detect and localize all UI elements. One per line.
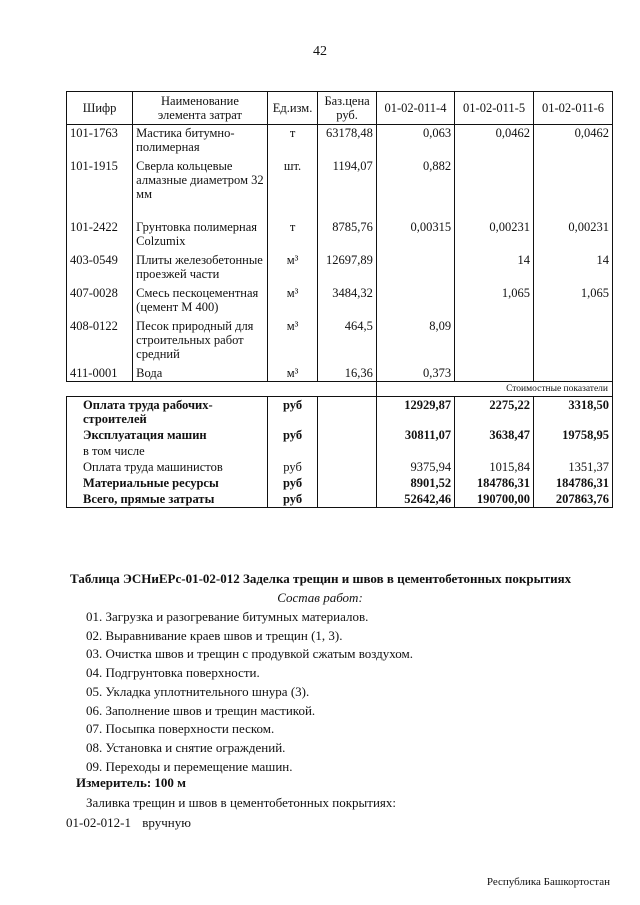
- cell-code: 101-1915: [67, 158, 133, 219]
- cell-value-6: [534, 318, 613, 365]
- cell-value-4: [376, 252, 454, 285]
- summary-value-6: 207863,76: [534, 491, 613, 508]
- cell-value-4: 0,00315: [376, 219, 454, 252]
- summary-name: Материальные ресурсы: [67, 475, 268, 491]
- cell-unit: м³: [267, 252, 318, 285]
- cell-price: 1194,07: [318, 158, 376, 219]
- code-line: [66, 815, 199, 831]
- cell-value-4: 0,373: [376, 365, 454, 382]
- cell-name: Грунтовка полимерная Colzumix: [133, 219, 268, 252]
- cell-name: Мастика битумно-полимерная: [133, 125, 268, 159]
- cell-price: 3484,32: [318, 285, 376, 318]
- summary-unit: руб: [267, 427, 318, 443]
- section-label: Стоимостные показатели: [376, 382, 612, 397]
- table-row: [67, 252, 613, 285]
- list-item: 08. Установка и снятие ограждений.: [86, 739, 286, 755]
- cell-unit: м³: [267, 318, 318, 365]
- cell-value-5: 14: [455, 252, 534, 285]
- summary-unit: руб: [267, 475, 318, 491]
- header-name: Наименование элемента затрат: [133, 92, 268, 125]
- cell-price: 16,36: [318, 365, 376, 382]
- measure-unit: Измеритель: 100 м: [76, 775, 187, 790]
- summary-row: [67, 427, 613, 443]
- cell-value-5: 0,0462: [455, 125, 534, 159]
- cell-value-4: 0,063: [376, 125, 454, 159]
- summary-value-4: 9375,94: [376, 459, 454, 475]
- cell-value-4: [376, 285, 454, 318]
- summary-value-5: 2275,22: [455, 397, 534, 428]
- cell-value-6: 0,00231: [534, 219, 613, 252]
- cell-value-6: 1,065: [534, 285, 613, 318]
- summary-value-5: 1015,84: [455, 459, 534, 475]
- summary-name: в том числе: [67, 443, 268, 459]
- cell-value-4: 8,09: [376, 318, 454, 365]
- table-row: [67, 365, 613, 382]
- cell-name: Вода: [133, 365, 268, 382]
- cell-value-5: [455, 365, 534, 382]
- cell-code: 403-0549: [67, 252, 133, 285]
- cell-value-6: 0,0462: [534, 125, 613, 159]
- summary-value-6: 1351,37: [534, 459, 613, 475]
- code-line-code: 01-02-012-1: [66, 815, 131, 830]
- table-header-row: [67, 92, 613, 125]
- header-price: Баз.цена руб.: [318, 92, 376, 125]
- cell-code: 408-0122: [67, 318, 133, 365]
- summary-name: Всего, прямые затраты: [67, 491, 268, 508]
- cell-code: 101-1763: [67, 125, 133, 159]
- summary-row: [67, 443, 613, 459]
- code-line-text: вручную: [142, 815, 191, 830]
- table-row: [67, 125, 613, 159]
- list-item: 03. Очистка швов и трещин с продувкой сжатым воздухом.: [86, 646, 414, 662]
- table-row: [67, 318, 613, 365]
- summary-value-4: 12929,87: [376, 397, 454, 428]
- cell-value-6: 14: [534, 252, 613, 285]
- list-item: 07. Посыпка поверхности песком.: [86, 721, 275, 737]
- cell-unit: т: [267, 125, 318, 159]
- cell-unit: т: [267, 219, 318, 252]
- cell-price: 8785,76: [318, 219, 376, 252]
- work-composition-subtitle: Состав работ:: [277, 590, 363, 605]
- page-number: 42: [313, 44, 327, 59]
- cell-name: Плиты железобетонные проезжей части: [133, 252, 268, 285]
- summary-value-4: 30811,07: [376, 427, 454, 443]
- header-code: Шифр: [67, 92, 133, 125]
- summary-name: Эксплуатация машин: [67, 427, 268, 443]
- cell-price: 12697,89: [318, 252, 376, 285]
- footer-region: Республика Башкортостан: [486, 876, 610, 888]
- summary-unit: руб: [267, 491, 318, 508]
- summary-value-6: 19758,95: [534, 427, 613, 443]
- work-steps-list: [86, 608, 413, 776]
- summary-name: Оплата труда машинистов: [67, 459, 268, 475]
- summary-row: [67, 491, 613, 508]
- resource-cost-table: [66, 91, 613, 508]
- summary-name: Оплата труда рабочих-строителей: [67, 397, 268, 428]
- fill-description: Заливка трещин и швов в цементобетонных покрытиях:: [86, 795, 396, 810]
- cell-unit: шт.: [267, 158, 318, 219]
- summary-value-4: 8901,52: [376, 475, 454, 491]
- cell-name: Сверла кольцевые алмазные диаметром 32 мм: [133, 158, 268, 219]
- summary-unit: руб: [267, 397, 318, 428]
- cell-value-5: 1,065: [455, 285, 534, 318]
- section-title: Таблица ЭСНиЕРс-01-02-012 Заделка трещин и швов в цементобетонных покрытиях: [70, 571, 572, 586]
- list-item: 05. Укладка уплотнительного шнура (3).: [86, 683, 310, 699]
- cell-name: Песок природный для строительных работ средний: [133, 318, 268, 365]
- summary-value-5: 184786,31: [455, 475, 534, 491]
- header-unit: Ед.изм.: [267, 92, 318, 125]
- cell-unit: м³: [267, 365, 318, 382]
- section-row: [67, 382, 613, 397]
- table-row: [67, 219, 613, 252]
- cell-price: 464,5: [318, 318, 376, 365]
- cell-value-4: 0,882: [376, 158, 454, 219]
- list-item: 04. Подгрунтовка поверхности.: [86, 665, 260, 681]
- cell-name: Смесь пескоцементная (цемент М 400): [133, 285, 268, 318]
- cell-value-5: [455, 158, 534, 219]
- list-item: 01. Загрузка и разогревание битумных материалов.: [86, 609, 369, 624]
- list-item: 02. Выравнивание краев швов и трещин (1, 3).: [86, 627, 343, 643]
- summary-value-5: 3638,47: [455, 427, 534, 443]
- cell-value-5: 0,00231: [455, 219, 534, 252]
- header-col-6: 01-02-011-6: [534, 92, 613, 125]
- cell-code: 411-0001: [67, 365, 133, 382]
- table-row: [67, 285, 613, 318]
- header-col-4: 01-02-011-4: [376, 92, 454, 125]
- summary-value-5: 190700,00: [455, 491, 534, 508]
- cell-code: 101-2422: [67, 219, 133, 252]
- cell-value-6: [534, 158, 613, 219]
- header-col-5: 01-02-011-5: [455, 92, 534, 125]
- cell-price: 63178,48: [318, 125, 376, 159]
- list-item: 09. Переходы и перемещение машин.: [86, 758, 293, 774]
- list-item: 06. Заполнение швов и трещин мастикой.: [86, 702, 316, 718]
- summary-value-6: 3318,50: [534, 397, 613, 428]
- summary-row: [67, 459, 613, 475]
- summary-value-6: 184786,31: [534, 475, 613, 491]
- cell-code: 407-0028: [67, 285, 133, 318]
- summary-unit: руб: [267, 459, 318, 475]
- summary-row: [67, 397, 613, 428]
- table-row: [67, 158, 613, 219]
- cell-value-5: [455, 318, 534, 365]
- cell-unit: м³: [267, 285, 318, 318]
- summary-value-4: 52642,46: [376, 491, 454, 508]
- summary-row: [67, 475, 613, 491]
- cell-value-6: [534, 365, 613, 382]
